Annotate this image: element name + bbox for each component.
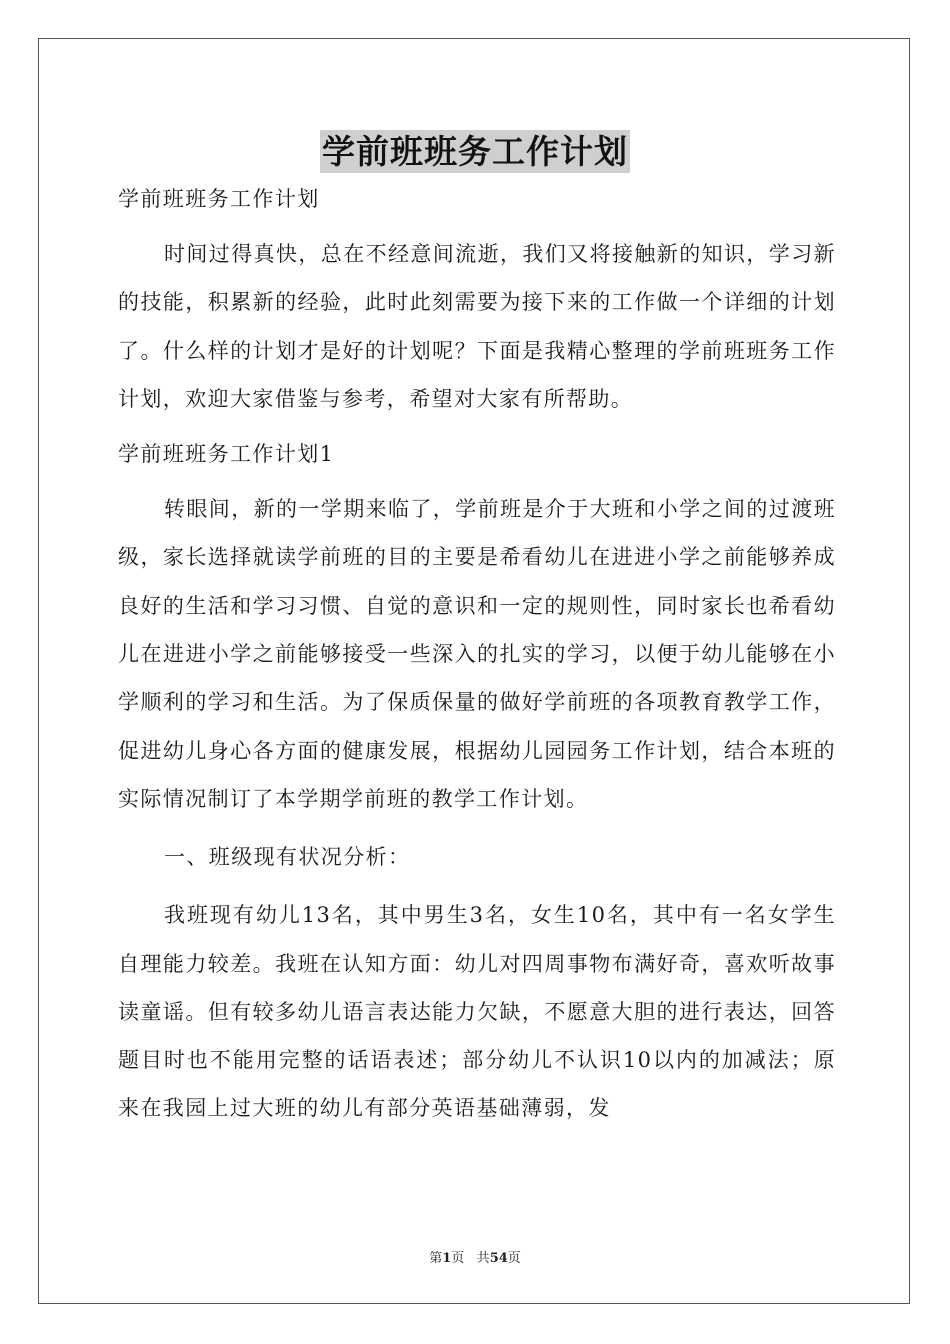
intro-paragraph: 时间过得真快，总在不经意间流逝，我们又将接触新的知识，学习新的技能，积累新的经验，此时此刻需要为接下来的工作做一个详细的计划了。什么样的计划才是好的计划呢？下面是我精心整理的学前班班务工作计划，欢迎大家借鉴与参考，希望对大家有所帮助。 [118, 242, 836, 411]
total-pages: 54 [489, 1251, 508, 1266]
document-title: 学前班班务工作计划 [322, 132, 628, 171]
total-suffix: 页 [507, 1251, 521, 1266]
item-title-1: 一、班级现有状况分析： [164, 845, 411, 870]
document-title-container [0, 126, 950, 173]
document-body [118, 180, 836, 1145]
section-paragraph-1: 转眼间，新的一学期来临了，学前班是介于大班和小学之间的过渡班级，家长选择就读学前班的目的主要是希看幼儿在进进小学之前能够养成良好的生活和学习习惯、自觉的意识和一定的规则性，同时家长也希看幼儿在进进小学之前能够接受一些深入的扎实的学习，以便于幼儿能够在小学顺利的学习和生活。为了保质保量的做好学前班的各项教育教学工作，促进幼儿身心各方面的健康发展，根据幼儿园园务工作计划，结合本班的实际情况制订了本学期学前班的教学工作计划。 [118, 497, 836, 811]
page-number: 1 [442, 1251, 452, 1266]
section-heading-1: 学前班班务工作计划1 [118, 442, 335, 467]
document-subtitle: 学前班班务工作计划 [118, 187, 320, 211]
total-label: 共 [476, 1251, 490, 1266]
item-paragraph-1: 我班现有幼儿13名，其中男生3名，女生10名，其中有一名女学生自理能力较差。我班在认知方面：幼儿对四周事物布满好奇，喜欢听故事读童谣。但有较多幼儿语言表达能力欠缺，不愿意大胆的进行表达，回答题目时也不能用完整的话语表述；部分幼儿不认识10以内的加减法；原来在我园上过大班的幼儿有部分英语基础薄弱，发 [118, 903, 836, 1121]
page-suffix: 页 [451, 1251, 465, 1266]
page-footer [0, 1247, 950, 1266]
page-label: 第 [429, 1251, 443, 1266]
